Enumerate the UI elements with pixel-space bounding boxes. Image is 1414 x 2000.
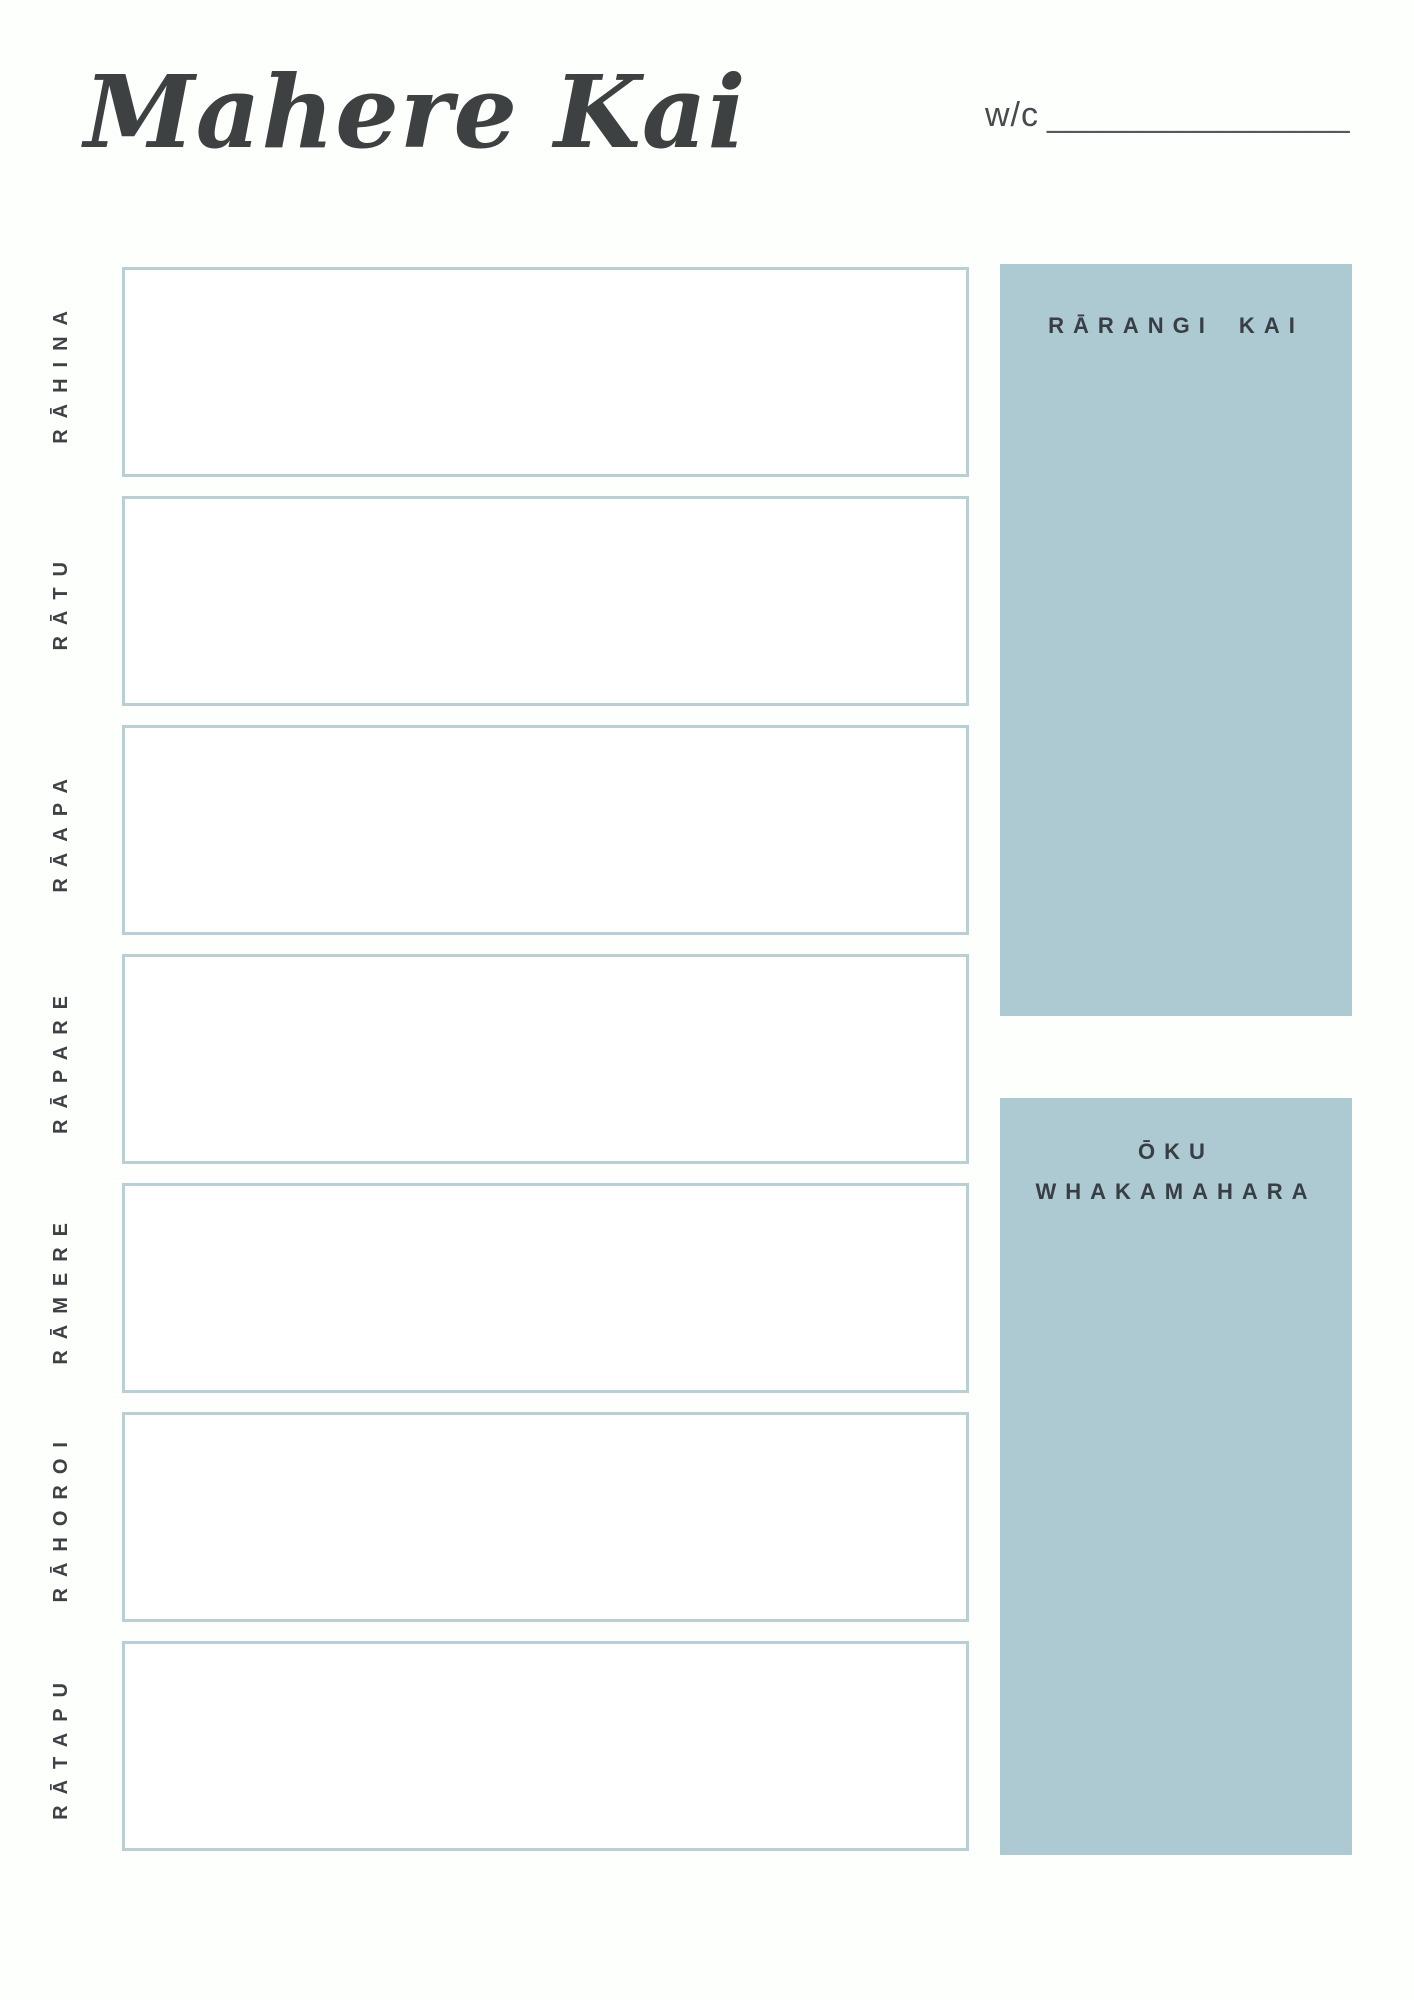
reminders-title-line2: WHAKAMAHARA	[1035, 1179, 1317, 1204]
day-entry-box[interactable]	[122, 725, 969, 935]
day-entry-box[interactable]	[122, 496, 969, 706]
day-label-wrap	[0, 954, 122, 1164]
shopping-list-title: RĀRANGI KAI	[1048, 313, 1304, 338]
day-entry-box[interactable]	[122, 1641, 969, 1851]
day-label-wrap	[0, 267, 122, 477]
day-label-wrap	[0, 1183, 122, 1393]
day-label-wrap	[0, 1641, 122, 1851]
day-row-ratu	[0, 496, 969, 706]
day-label: RĀHOROI	[49, 1431, 72, 1603]
reminders-panel[interactable]	[1000, 1098, 1352, 1855]
day-label: RĀHINA	[49, 300, 72, 444]
day-label: RĀAPA	[49, 767, 72, 893]
day-entry-box[interactable]	[122, 1412, 969, 1622]
day-entry-box[interactable]	[122, 267, 969, 477]
day-label: RĀTAPU	[49, 1672, 72, 1820]
day-entry-box[interactable]	[122, 954, 969, 1164]
reminders-title	[1000, 1132, 1352, 1212]
day-label: RĀPARE	[49, 984, 72, 1134]
day-entry-box[interactable]	[122, 1183, 969, 1393]
day-rows	[0, 267, 969, 1870]
day-row-ramere	[0, 1183, 969, 1393]
day-label-wrap	[0, 1412, 122, 1622]
shopping-list-panel[interactable]	[1000, 264, 1352, 1016]
day-row-raapa	[0, 725, 969, 935]
day-label-wrap	[0, 496, 122, 706]
week-commencing-label: w/c	[985, 96, 1039, 134]
week-commencing	[985, 96, 1350, 135]
day-label-wrap	[0, 725, 122, 935]
day-row-rahoroi	[0, 1412, 969, 1622]
day-label: RĀMERE	[49, 1211, 72, 1365]
day-row-rahina	[0, 267, 969, 477]
page-title: Mahere Kai	[84, 53, 747, 171]
week-commencing-blank-line[interactable]: ________________	[1047, 96, 1350, 134]
day-label: RĀTU	[49, 551, 72, 651]
reminders-title-line1: ŌKU	[1138, 1139, 1214, 1164]
day-row-rapare	[0, 954, 969, 1164]
day-row-ratapu	[0, 1641, 969, 1851]
